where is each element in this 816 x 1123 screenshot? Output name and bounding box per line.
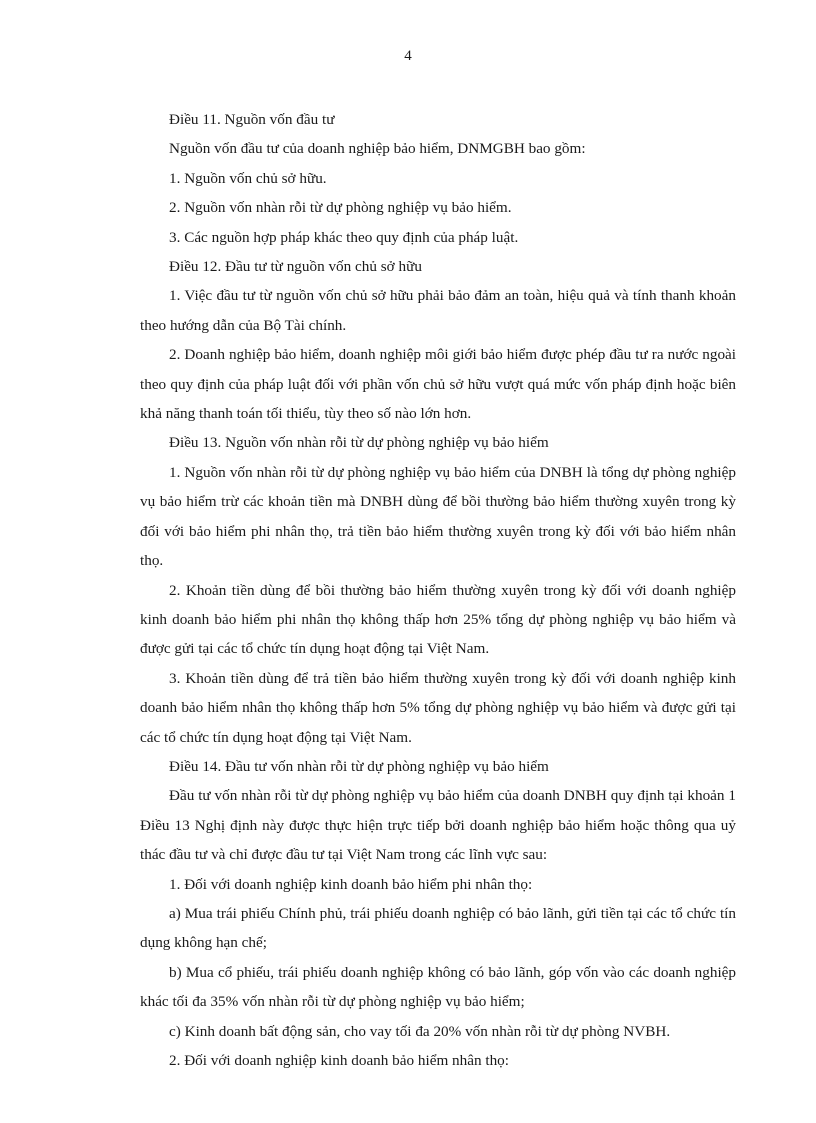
list-item: 2. Doanh nghiệp bảo hiểm, doanh nghiệp môi giới bảo hiểm được phép đầu tư ra nước ngoài theo quy định của pháp luật đối với phần vốn chủ sở hữu vượt quá mức vốn pháp định hoặc biên khả năng thanh toán tối thiểu, tùy theo số nào lớn hơn. — [140, 346, 736, 423]
list-item: 2. Đối với doanh nghiệp kinh doanh bảo hiểm nhân thọ: — [169, 1052, 509, 1069]
list-item: 1. Đối với doanh nghiệp kinh doanh bảo hiểm phi nhân thọ: — [169, 875, 533, 893]
list-item: 1. Việc đầu tư từ nguồn vốn chủ sở hữu phải bảo đảm an toàn, hiệu quả và tính thanh khoản theo hướng dẫn của Bộ Tài chính. — [140, 287, 736, 334]
list-item: 3. Các nguồn hợp pháp khác theo quy định của pháp luật. — [169, 228, 519, 246]
list-item: 1. Nguồn vốn nhàn rỗi từ dự phòng nghiệp vụ bảo hiểm của DNBH là tổng dự phòng nghiệp vụ bảo hiểm trừ các khoản tiền mà DNBH dùng để bồi thường bảo hiểm thường xuyên trong kỳ đối với bảo hiểm phi nhân thọ, trả tiền bảo hiểm thường xuyên trong kỳ đối với bảo hiểm nhân thọ. — [140, 463, 736, 570]
list-item: 2. Nguồn vốn nhàn rỗi từ dự phòng nghiệp vụ bảo hiểm. — [169, 199, 512, 217]
page-number: 4 — [404, 48, 412, 64]
article-14-heading: Điều 14. Đầu tư vốn nhàn rỗi từ dự phòng nghiệp vụ bảo hiểm — [169, 757, 549, 775]
sub-list-item: b) Mua cổ phiếu, trái phiếu doanh nghiệp không có bảo lãnh, góp vốn vào các doanh nghiệp khác tối đa 35% vốn nhàn rỗi từ dự phòng nghiệp vụ bảo hiểm; — [140, 963, 736, 1011]
paragraph: Nguồn vốn đầu tư của doanh nghiệp bảo hiểm, DNMGBH bao gồm: — [169, 140, 586, 158]
document-body — [140, 105, 736, 1075]
article-12-heading: Điều 12. Đầu tư từ nguồn vốn chủ sở hữu — [169, 258, 422, 276]
paragraph: Đầu tư vốn nhàn rỗi từ dự phòng nghiệp vụ bảo hiểm của doanh DNBH quy định tại khoản 1 Điều 13 Nghị định này được thực hiện trực tiếp bởi doanh nghiệp bảo hiểm hoặc thông qua uỷ thác đầu tư và chỉ được đầu tư tại Việt Nam trong các lĩnh vực sau: — [140, 787, 736, 864]
sub-list-item: c) Kinh doanh bất động sản, cho vay tối đa 20% vốn nhàn rỗi từ dự phòng NVBH. — [169, 1022, 671, 1040]
article-13-heading: Điều 13. Nguồn vốn nhàn rỗi từ dự phòng nghiệp vụ bảo hiểm — [169, 434, 549, 452]
sub-list-item: a) Mua trái phiếu Chính phủ, trái phiếu doanh nghiệp có bảo lãnh, gửi tiền tại các tổ chức tín dụng không hạn chế; — [140, 904, 736, 952]
list-item: 2. Khoản tiền dùng để bồi thường bảo hiểm thường xuyên trong kỳ đối với doanh nghiệp kinh doanh bảo hiểm phi nhân thọ không thấp hơn 25% tổng dự phòng nghiệp vụ bảo hiểm và được gửi tại các tổ chức tín dụng hoạt động tại Việt Nam. — [140, 581, 736, 658]
list-item: 1. Nguồn vốn chủ sở hữu. — [169, 169, 327, 187]
list-item: 3. Khoản tiền dùng để trả tiền bảo hiểm thường xuyên trong kỳ đối với doanh nghiệp kinh doanh bảo hiểm nhân thọ không thấp hơn 5% tổng dự phòng nghiệp vụ bảo hiểm và được gửi tại các tổ chức tín dụng hoạt động tại Việt Nam. — [140, 669, 736, 746]
article-11-heading: Điều 11. Nguồn vốn đầu tư — [169, 111, 335, 128]
